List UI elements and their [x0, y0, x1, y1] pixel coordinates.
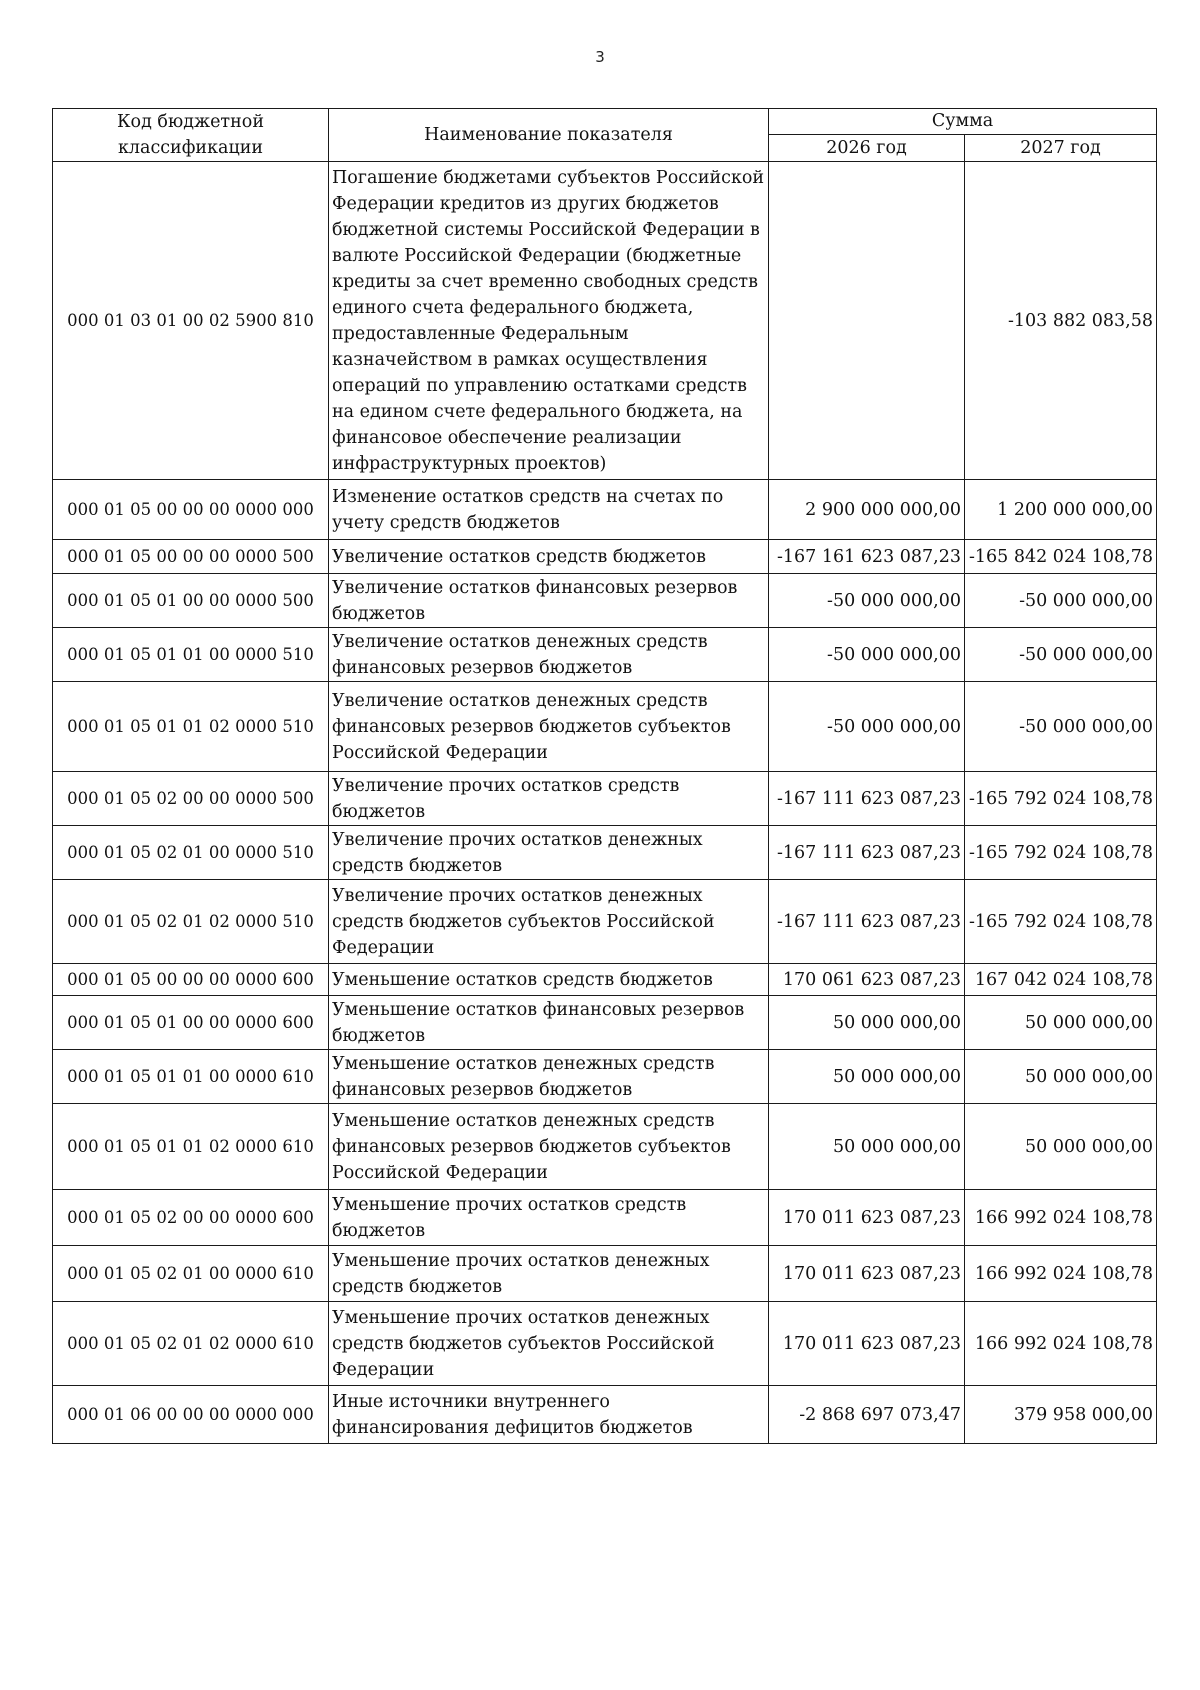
table-row	[53, 1104, 1157, 1190]
row-name: Уменьшение остатков средств бюджетов	[329, 964, 769, 996]
row-amount-2026: -50 000 000,00	[769, 682, 965, 772]
row-code: 000 01 05 02 01 00 0000 610	[53, 1246, 329, 1302]
column-header-year-2026: 2026 год	[769, 134, 965, 161]
table-row	[53, 880, 1157, 964]
row-amount-2027: 167 042 024 108,78	[965, 964, 1157, 996]
table-row	[53, 480, 1157, 540]
row-amount-2027: 379 958 000,00	[965, 1386, 1157, 1444]
row-amount-2027: -165 792 024 108,78	[965, 772, 1157, 826]
row-name: Увеличение остатков денежных средств финансовых резервов бюджетов	[329, 628, 769, 682]
row-amount-2027: 166 992 024 108,78	[965, 1190, 1157, 1246]
row-code: 000 01 05 02 01 02 0000 610	[53, 1302, 329, 1386]
row-code: 000 01 05 01 00 00 0000 600	[53, 996, 329, 1050]
column-header-sum: Сумма	[769, 109, 1157, 135]
row-code: 000 01 05 01 01 00 0000 610	[53, 1050, 329, 1104]
column-header-name: Наименование показателя	[329, 109, 769, 162]
row-amount-2026: 170 061 623 087,23	[769, 964, 965, 996]
row-amount-2027: -103 882 083,58	[965, 162, 1157, 480]
row-amount-2027: -50 000 000,00	[965, 682, 1157, 772]
row-name: Увеличение прочих остатков денежных средств бюджетов субъектов Российской Федерации	[329, 880, 769, 964]
budget-sources-table	[52, 108, 1157, 1444]
row-code: 000 01 05 01 01 02 0000 610	[53, 1104, 329, 1190]
row-amount-2026: -167 161 623 087,23	[769, 540, 965, 574]
row-name: Увеличение остатков денежных средств финансовых резервов бюджетов субъектов Российской Федерации	[329, 682, 769, 772]
row-amount-2027: 50 000 000,00	[965, 996, 1157, 1050]
row-name: Увеличение прочих остатков средств бюджетов	[329, 772, 769, 826]
row-amount-2027: 50 000 000,00	[965, 1104, 1157, 1190]
row-code: 000 01 03 01 00 02 5900 810	[53, 162, 329, 480]
row-name: Изменение остатков средств на счетах по учету средств бюджетов	[329, 480, 769, 540]
row-amount-2027: -165 842 024 108,78	[965, 540, 1157, 574]
row-code: 000 01 05 01 00 00 0000 500	[53, 574, 329, 628]
row-name: Погашение бюджетами субъектов Российской Федерации кредитов из других бюджетов бюджетной системы Российской Федерации в валюте Российской Федерации (бюджетные кредиты за счет временно свободных средств единого счета федерального бюджета, предоставленные Федеральным казначейством в рамках осуществления операций по управлению остатками средств на едином счете федерального бюджета, на финансовое обеспечение реализации инфраструктурных проектов)	[329, 162, 769, 480]
row-amount-2026: 170 011 623 087,23	[769, 1246, 965, 1302]
row-amount-2027: 166 992 024 108,78	[965, 1302, 1157, 1386]
row-amount-2027: 166 992 024 108,78	[965, 1246, 1157, 1302]
row-code: 000 01 05 02 00 00 0000 500	[53, 772, 329, 826]
table-row	[53, 628, 1157, 682]
row-code: 000 01 05 00 00 00 0000 600	[53, 964, 329, 996]
row-name: Уменьшение остатков денежных средств финансовых резервов бюджетов	[329, 1050, 769, 1104]
row-amount-2026: 170 011 623 087,23	[769, 1302, 965, 1386]
row-amount-2026: 170 011 623 087,23	[769, 1190, 965, 1246]
row-name: Иные источники внутреннего финансирования дефицитов бюджетов	[329, 1386, 769, 1444]
row-amount-2027: -50 000 000,00	[965, 574, 1157, 628]
table-row	[53, 772, 1157, 826]
table-body	[53, 162, 1157, 1444]
table-row	[53, 1246, 1157, 1302]
row-amount-2026: 50 000 000,00	[769, 1104, 965, 1190]
row-name: Уменьшение остатков финансовых резервов бюджетов	[329, 996, 769, 1050]
table-row	[53, 682, 1157, 772]
table-row	[53, 1386, 1157, 1444]
row-name: Увеличение прочих остатков денежных средств бюджетов	[329, 826, 769, 880]
row-amount-2027: -165 792 024 108,78	[965, 826, 1157, 880]
row-amount-2026: 50 000 000,00	[769, 1050, 965, 1104]
row-amount-2027: 1 200 000 000,00	[965, 480, 1157, 540]
table-row	[53, 574, 1157, 628]
table-row	[53, 1050, 1157, 1104]
row-name: Уменьшение прочих остатков средств бюджетов	[329, 1190, 769, 1246]
row-amount-2026: -50 000 000,00	[769, 574, 965, 628]
row-code: 000 01 05 00 00 00 0000 500	[53, 540, 329, 574]
row-code: 000 01 05 01 01 02 0000 510	[53, 682, 329, 772]
row-name: Уменьшение прочих остатков денежных средств бюджетов	[329, 1246, 769, 1302]
row-amount-2026	[769, 162, 965, 480]
row-amount-2026: -50 000 000,00	[769, 628, 965, 682]
table-row	[53, 1302, 1157, 1386]
row-amount-2026: -167 111 623 087,23	[769, 772, 965, 826]
row-name: Увеличение остатков финансовых резервов бюджетов	[329, 574, 769, 628]
page-number: 3	[595, 48, 605, 66]
row-name: Уменьшение прочих остатков денежных средств бюджетов субъектов Российской Федерации	[329, 1302, 769, 1386]
row-amount-2026: 2 900 000 000,00	[769, 480, 965, 540]
row-amount-2026: 50 000 000,00	[769, 996, 965, 1050]
row-amount-2027: -165 792 024 108,78	[965, 880, 1157, 964]
table-row	[53, 996, 1157, 1050]
row-code: 000 01 05 01 01 00 0000 510	[53, 628, 329, 682]
row-amount-2026: -167 111 623 087,23	[769, 826, 965, 880]
row-code: 000 01 05 02 01 02 0000 510	[53, 880, 329, 964]
row-amount-2026: -167 111 623 087,23	[769, 880, 965, 964]
row-amount-2027: 50 000 000,00	[965, 1050, 1157, 1104]
row-name: Уменьшение остатков денежных средств финансовых резервов бюджетов субъектов Российской Федерации	[329, 1104, 769, 1190]
row-amount-2027: -50 000 000,00	[965, 628, 1157, 682]
column-header-year-2027: 2027 год	[965, 134, 1157, 161]
table-row	[53, 826, 1157, 880]
row-name: Увеличение остатков средств бюджетов	[329, 540, 769, 574]
table-row	[53, 540, 1157, 574]
row-amount-2026: -2 868 697 073,47	[769, 1386, 965, 1444]
table-row	[53, 964, 1157, 996]
row-code: 000 01 05 00 00 00 0000 000	[53, 480, 329, 540]
row-code: 000 01 06 00 00 00 0000 000	[53, 1386, 329, 1444]
row-code: 000 01 05 02 01 00 0000 510	[53, 826, 329, 880]
row-code: 000 01 05 02 00 00 0000 600	[53, 1190, 329, 1246]
column-header-code: Код бюджетной классификации	[53, 109, 329, 162]
table-header	[53, 109, 1157, 162]
table-row	[53, 1190, 1157, 1246]
table-row	[53, 162, 1157, 480]
